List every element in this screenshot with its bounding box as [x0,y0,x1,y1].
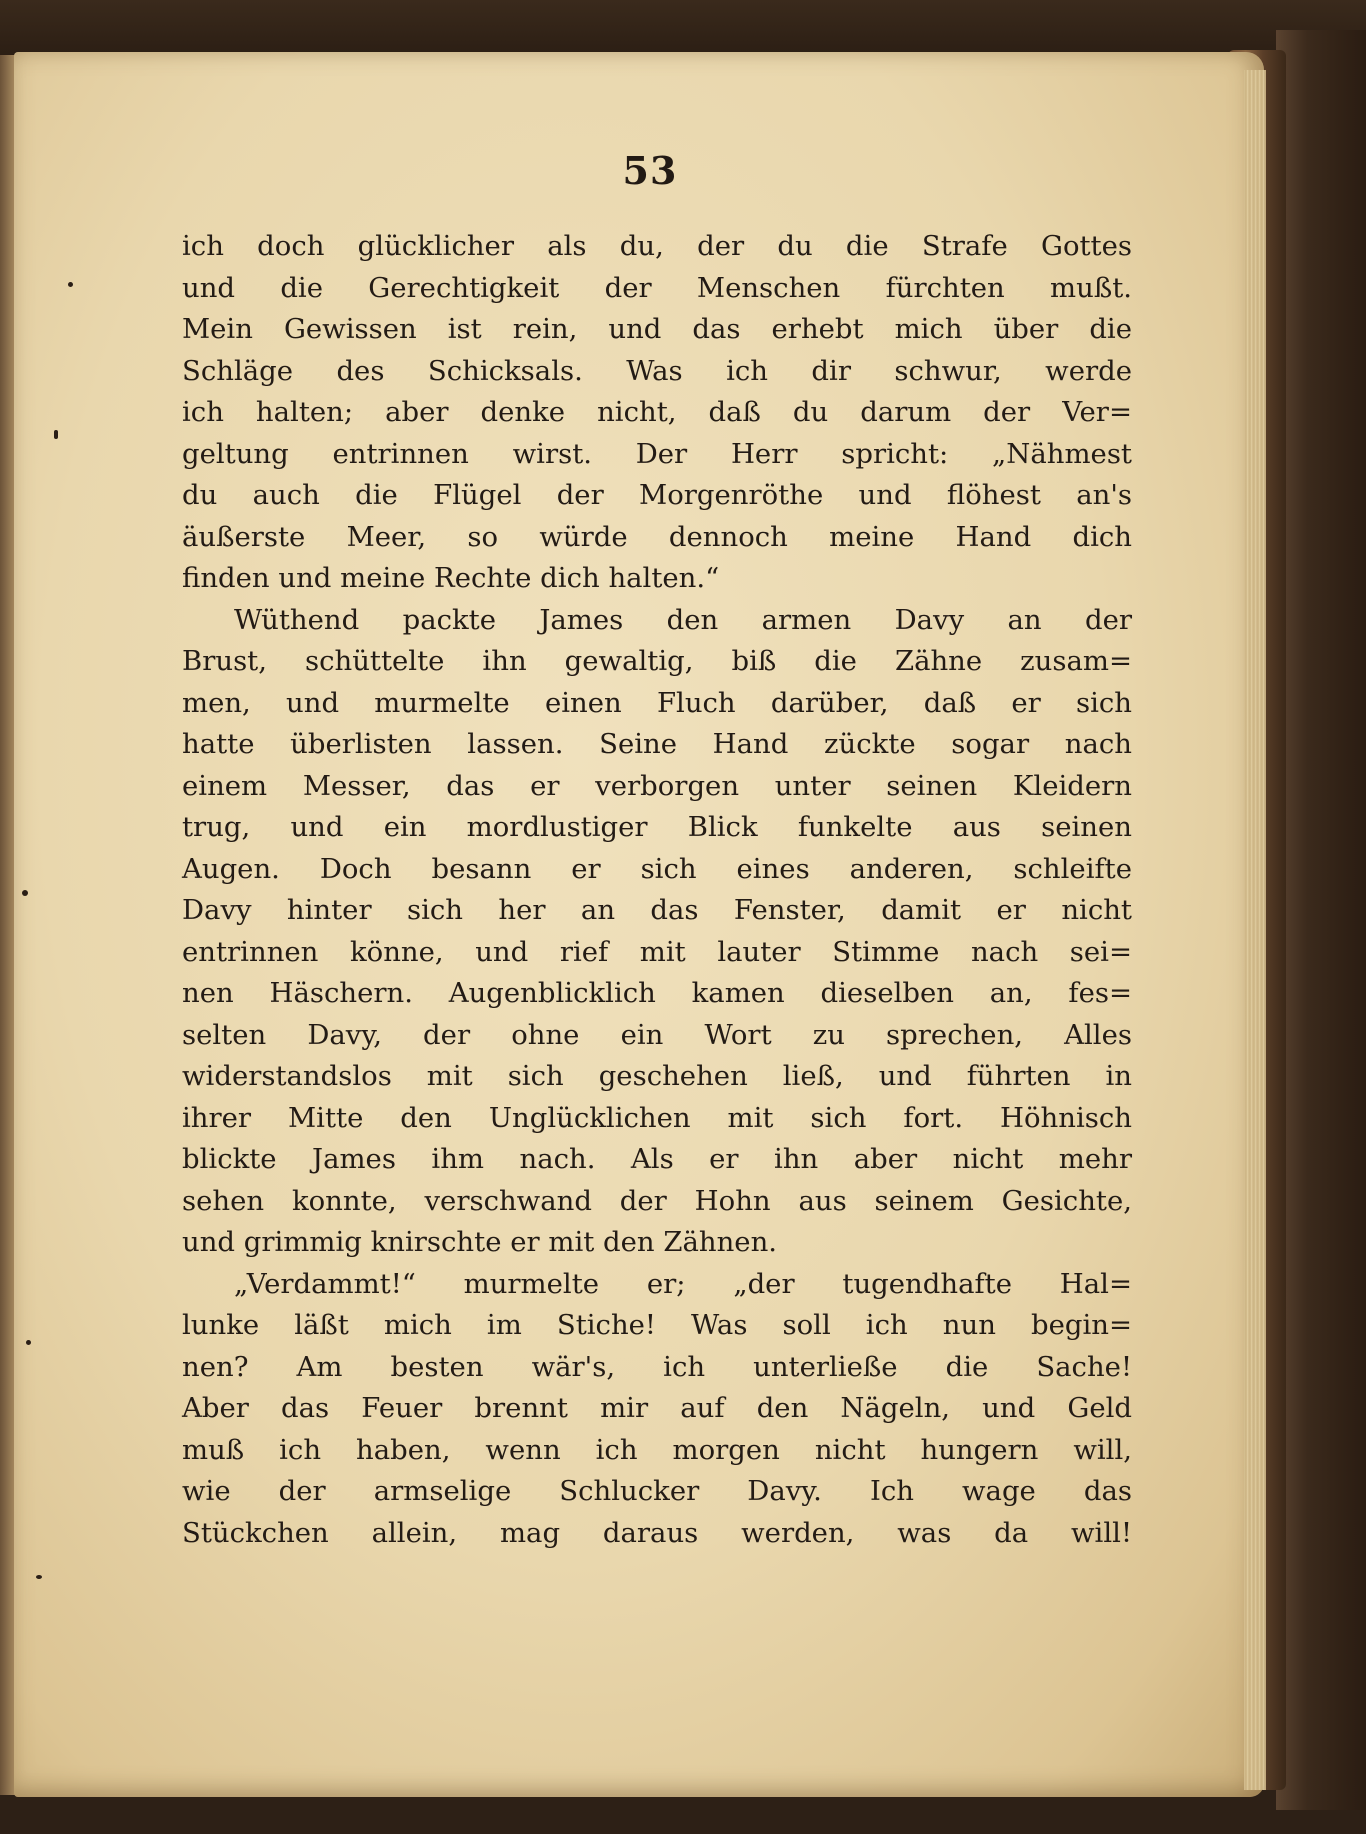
text-line: und die Gerechtigkeit der Menschen fürchten mußt. [182,271,1132,304]
text-line: hatte überlisten lassen. Seine Hand zückte sogar nach [182,728,1132,760]
page-fore-edge [1244,70,1266,1790]
text-line: geltung entrinnen wirst. Der Herr spricht: „Nähmest [182,437,1132,470]
text-line: men, und murmelte einen Fluch darüber, daß er sich [182,686,1132,719]
text-line: äußerste Meer, so würde dennoch meine Hand dich [182,520,1132,553]
text-line: ich halten; aber denke nicht, daß du darum der Ver= [182,396,1132,428]
text-line: ich doch glücklicher als du, der du die Strafe Gottes [182,230,1132,262]
text-line: blickte James ihm nach. Als er ihn aber nicht mehr [182,1143,1132,1175]
text-line: nen? Am besten wär's, ich unterließe die Sache! [182,1350,1132,1383]
text-line: „Verdammt!“ murmelte er; „der tugendhafte Hal= [234,1267,1132,1300]
text-line: einem Messer, das er verborgen unter seinen Kleidern [182,769,1132,802]
text-line: widerstandslos mit sich geschehen ließ, und führten in [182,1060,1132,1092]
text-line: du auch die Flügel der Morgenröthe und flöhest an's [182,479,1132,511]
text-line: Schläge des Schicksals. Was ich dir schwur, werde [182,354,1132,387]
text-line: ihrer Mitte den Unglücklichen mit sich fort. Höhnisch [182,1101,1132,1134]
body-text [182,226,1132,1554]
text-line: muß ich haben, wenn ich morgen nicht hungern will, [182,1433,1132,1466]
text-line: Aber das Feuer brennt mir auf den Nägeln, und Geld [182,1392,1132,1424]
text-line: Brust, schüttelte ihn gewaltig, biß die Zähne zusam= [182,645,1132,677]
text-line: trug, und ein mordlustiger Blick funkelte aus seinen [182,811,1132,843]
text-line: nen Häschern. Augenblicklich kamen dieselben an, fes= [182,977,1132,1009]
book-cover-right-edge [1276,30,1366,1810]
text-line: und grimmig knirschte er mit den Zähnen. [182,1226,778,1258]
text-line: Davy hinter sich her an das Fenster, damit er nicht [182,894,1132,926]
text-line: Mein Gewissen ist rein, und das erhebt mich über die [182,313,1132,345]
paper-speck [26,1340,31,1345]
paper-speck [54,430,58,439]
text-line: finden und meine Rechte dich halten.“ [182,562,720,594]
paper-speck [22,890,28,896]
text-line: Augen. Doch besann er sich eines anderen, schleifte [182,852,1132,885]
text-line: selten Davy, der ohne ein Wort zu sprechen, Alles [182,1018,1132,1051]
text-line: Wüthend packte James den armen Davy an der [234,603,1132,636]
text-line: wie der armselige Schlucker Davy. Ich wage das [182,1475,1132,1507]
paper-speck [68,282,73,287]
paper-speck [36,1575,42,1579]
text-line: entrinnen könne, und rief mit lauter Stimme nach sei= [182,935,1132,968]
text-line: sehen konnte, verschwand der Hohn aus seinem Gesichte, [182,1184,1132,1217]
page-number: 53 [622,148,678,193]
text-line: lunke läßt mich im Stiche! Was soll ich nun begin= [182,1309,1132,1341]
text-line: Stückchen allein, mag daraus werden, was da will! [182,1516,1132,1549]
